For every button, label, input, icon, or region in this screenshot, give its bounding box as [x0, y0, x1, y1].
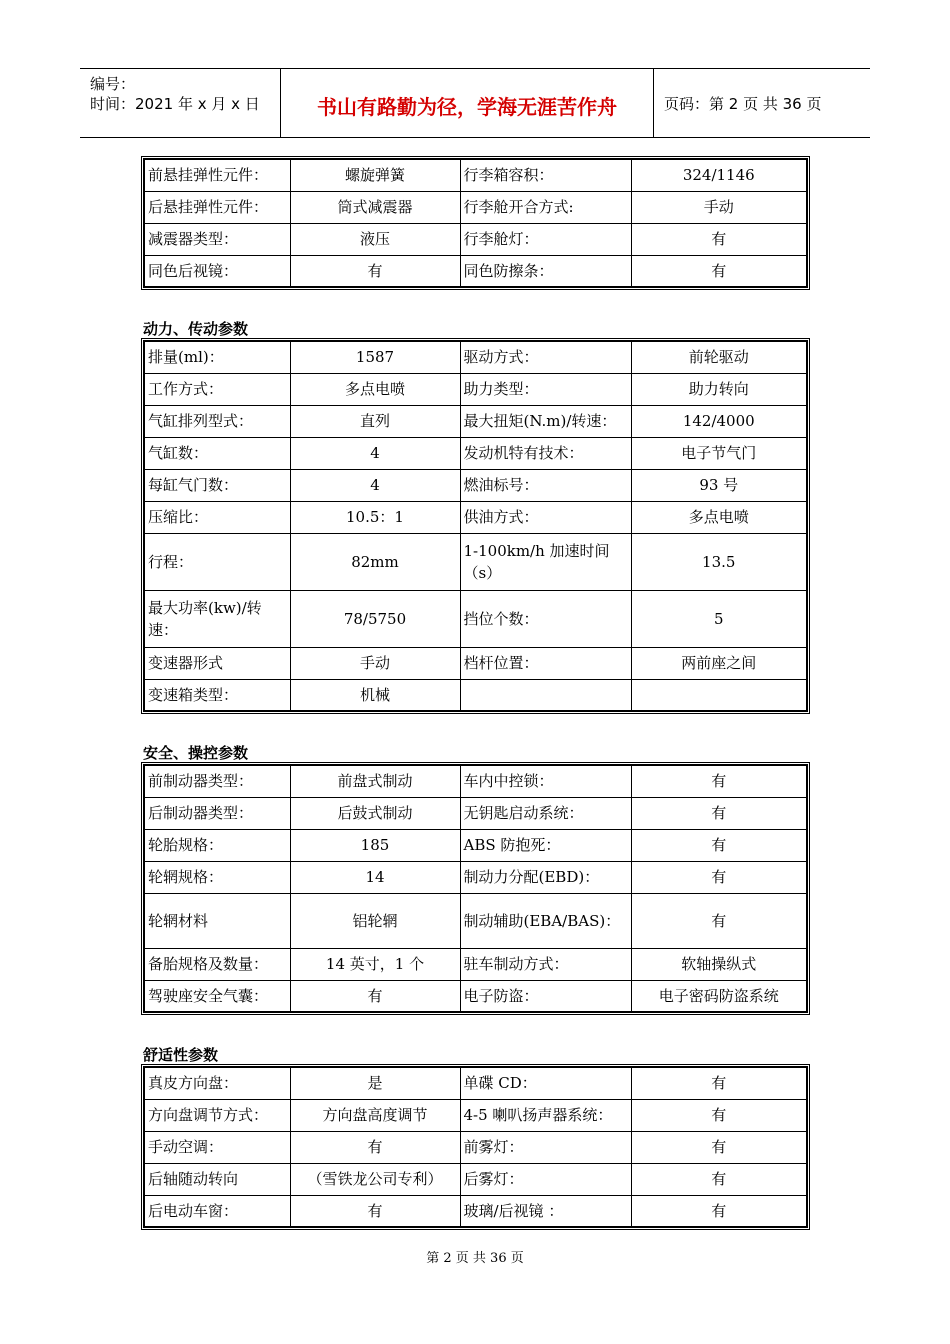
spec-value: 螺旋弹簧	[290, 159, 460, 191]
header-page-cell	[654, 69, 870, 137]
spec-value: 有	[631, 893, 807, 948]
table-row	[144, 255, 807, 287]
spec-label: 变速箱类型：	[144, 679, 290, 711]
table-row	[144, 437, 807, 469]
spec-value: 手动	[631, 191, 807, 223]
spec-value: 前盘式制动	[290, 765, 460, 797]
table-row	[144, 341, 807, 373]
table-row	[144, 223, 807, 255]
spec-label: 电子防盗：	[460, 980, 631, 1012]
page-footer: 第 2 页 共 36 页	[426, 1251, 524, 1266]
spec-value: 185	[290, 829, 460, 861]
power-table	[143, 340, 808, 712]
spec-value: 14 英寸，1 个	[290, 948, 460, 980]
spec-value: 后鼓式制动	[290, 797, 460, 829]
spec-value: 电子节气门	[631, 437, 807, 469]
spec-label: 备胎规格及数量：	[144, 948, 290, 980]
spec-value: 两前座之间	[631, 647, 807, 679]
spec-value: 有	[631, 1195, 807, 1227]
page-header	[80, 68, 870, 138]
spec-label: 排量(ml)：	[144, 341, 290, 373]
spec-label: 驱动方式：	[460, 341, 631, 373]
table-row	[144, 533, 807, 590]
spec-value: （雪铁龙公司专利）	[290, 1163, 460, 1195]
page-indicator: 页码：第 2 页 共 36 页	[664, 95, 822, 113]
section-title-safety: 安全、操控参数	[143, 744, 249, 762]
spec-value: 78/5750	[290, 590, 460, 647]
spec-label: 无钥匙启动系统：	[460, 797, 631, 829]
table-row	[144, 829, 807, 861]
spec-label: 真皮方向盘：	[144, 1067, 290, 1099]
spec-label: 同色后视镜：	[144, 255, 290, 287]
spec-value: 有	[631, 1067, 807, 1099]
spec-label: 后悬挂弹性元件：	[144, 191, 290, 223]
spec-value: 助力转向	[631, 373, 807, 405]
spec-label: 后轴随动转向	[144, 1163, 290, 1195]
spec-value: 机械	[290, 679, 460, 711]
table-row	[144, 861, 807, 893]
spec-label: 1-100km/h 加速时间（s）	[460, 533, 631, 590]
spec-value: 有	[631, 765, 807, 797]
spec-value: 方向盘高度调节	[290, 1099, 460, 1131]
spec-value: 是	[290, 1067, 460, 1099]
spec-label: 燃油标号：	[460, 469, 631, 501]
spec-value: 4	[290, 437, 460, 469]
spec-label: 后电动车窗：	[144, 1195, 290, 1227]
spec-label: 车内中控锁：	[460, 765, 631, 797]
header-motto-cell	[281, 69, 654, 137]
spec-label: 4-5 喇叭扬声器系统：	[460, 1099, 631, 1131]
spec-value: 有	[631, 1163, 807, 1195]
spec-value: 5	[631, 590, 807, 647]
spec-label: 工作方式：	[144, 373, 290, 405]
spec-label: 手动空调：	[144, 1131, 290, 1163]
comfort-table	[143, 1066, 808, 1228]
table-row	[144, 948, 807, 980]
spec-value: 有	[631, 829, 807, 861]
header-meta	[80, 69, 281, 137]
spec-label: 压缩比：	[144, 501, 290, 533]
document-time: 时间：2021 年 x 月 x 日	[90, 95, 260, 113]
spec-label: 轮胎规格：	[144, 829, 290, 861]
table-row	[144, 797, 807, 829]
spec-value: 有	[631, 861, 807, 893]
spec-label: 变速器形式	[144, 647, 290, 679]
spec-label: 轮辋材料	[144, 893, 290, 948]
spec-label: 单碟 CD：	[460, 1067, 631, 1099]
section-title-comfort: 舒适性参数	[143, 1046, 219, 1064]
table-row	[144, 405, 807, 437]
table-row	[144, 469, 807, 501]
spec-label: 驻车制动方式：	[460, 948, 631, 980]
spec-value: 有	[631, 255, 807, 287]
spec-label: 气缸排列型式：	[144, 405, 290, 437]
spec-label: 挡位个数：	[460, 590, 631, 647]
spec-label: 助力类型：	[460, 373, 631, 405]
spec-value: 1587	[290, 341, 460, 373]
spec-value: 手动	[290, 647, 460, 679]
spec-value: 筒式减震器	[290, 191, 460, 223]
spec-label: 最大功率(kw)/转速：	[144, 590, 290, 647]
spec-value: 有	[290, 980, 460, 1012]
spec-value: 软轴操纵式	[631, 948, 807, 980]
table-row	[144, 1099, 807, 1131]
motto: 书山有路勤为径，学海无涯苦作舟	[317, 95, 617, 119]
spec-value: 多点电喷	[631, 501, 807, 533]
spec-value: 前轮驱动	[631, 341, 807, 373]
table-row	[144, 1163, 807, 1195]
spec-value: 液压	[290, 223, 460, 255]
table-row	[144, 1131, 807, 1163]
table-row	[144, 1195, 807, 1227]
spec-value: 142/4000	[631, 405, 807, 437]
table-row	[144, 590, 807, 647]
spec-label: 轮辋规格：	[144, 861, 290, 893]
spec-value: 直列	[290, 405, 460, 437]
spec-label: 制动力分配(EBD)：	[460, 861, 631, 893]
spec-value: 10.5：1	[290, 501, 460, 533]
document-number: 编号：	[90, 75, 136, 93]
table-row	[144, 980, 807, 1012]
spec-label: 制动辅助(EBA/BAS)：	[460, 893, 631, 948]
spec-value: 14	[290, 861, 460, 893]
spec-value: 有	[290, 1195, 460, 1227]
table-row	[144, 373, 807, 405]
spec-label: 行李箱容积：	[460, 159, 631, 191]
spec-value: 82mm	[290, 533, 460, 590]
spec-value: 有	[631, 1131, 807, 1163]
spec-label	[460, 679, 631, 711]
spec-value: 有	[631, 797, 807, 829]
safety-table	[143, 764, 808, 1013]
table-row	[144, 765, 807, 797]
spec-label: 行程：	[144, 533, 290, 590]
spec-label: 驾驶座安全气囊：	[144, 980, 290, 1012]
spec-label: 前制动器类型：	[144, 765, 290, 797]
table-row	[144, 191, 807, 223]
spec-value: 324/1146	[631, 159, 807, 191]
spec-label: 供油方式：	[460, 501, 631, 533]
table-row	[144, 893, 807, 948]
spec-value: 铝轮辋	[290, 893, 460, 948]
spec-value: 有	[290, 255, 460, 287]
spec-label: ABS 防抱死：	[460, 829, 631, 861]
suspension-table	[143, 158, 808, 288]
spec-value: 有	[631, 1099, 807, 1131]
spec-value: 电子密码防盗系统	[631, 980, 807, 1012]
spec-label: 玻璃/后视镜 ：	[460, 1195, 631, 1227]
spec-label: 后雾灯：	[460, 1163, 631, 1195]
table-row	[144, 501, 807, 533]
table-row	[144, 647, 807, 679]
spec-value: 有	[290, 1131, 460, 1163]
spec-value: 4	[290, 469, 460, 501]
spec-value: 13.5	[631, 533, 807, 590]
spec-label: 档杆位置：	[460, 647, 631, 679]
spec-value: 93 号	[631, 469, 807, 501]
section-title-power: 动力、传动参数	[143, 320, 249, 338]
spec-value	[631, 679, 807, 711]
spec-label: 方向盘调节方式：	[144, 1099, 290, 1131]
table-row	[144, 159, 807, 191]
spec-label: 气缸数：	[144, 437, 290, 469]
spec-label: 最大扭矩(N.m)/转速：	[460, 405, 631, 437]
spec-label: 同色防擦条：	[460, 255, 631, 287]
spec-label: 发动机特有技术：	[460, 437, 631, 469]
spec-value: 有	[631, 223, 807, 255]
spec-label: 行李舱灯：	[460, 223, 631, 255]
spec-label: 行李舱开合方式:	[460, 191, 631, 223]
spec-label: 前雾灯：	[460, 1131, 631, 1163]
spec-label: 前悬挂弹性元件：	[144, 159, 290, 191]
spec-label: 减震器类型：	[144, 223, 290, 255]
spec-label: 后制动器类型：	[144, 797, 290, 829]
spec-value: 多点电喷	[290, 373, 460, 405]
spec-label: 每缸气门数：	[144, 469, 290, 501]
table-row	[144, 1067, 807, 1099]
table-row	[144, 679, 807, 711]
